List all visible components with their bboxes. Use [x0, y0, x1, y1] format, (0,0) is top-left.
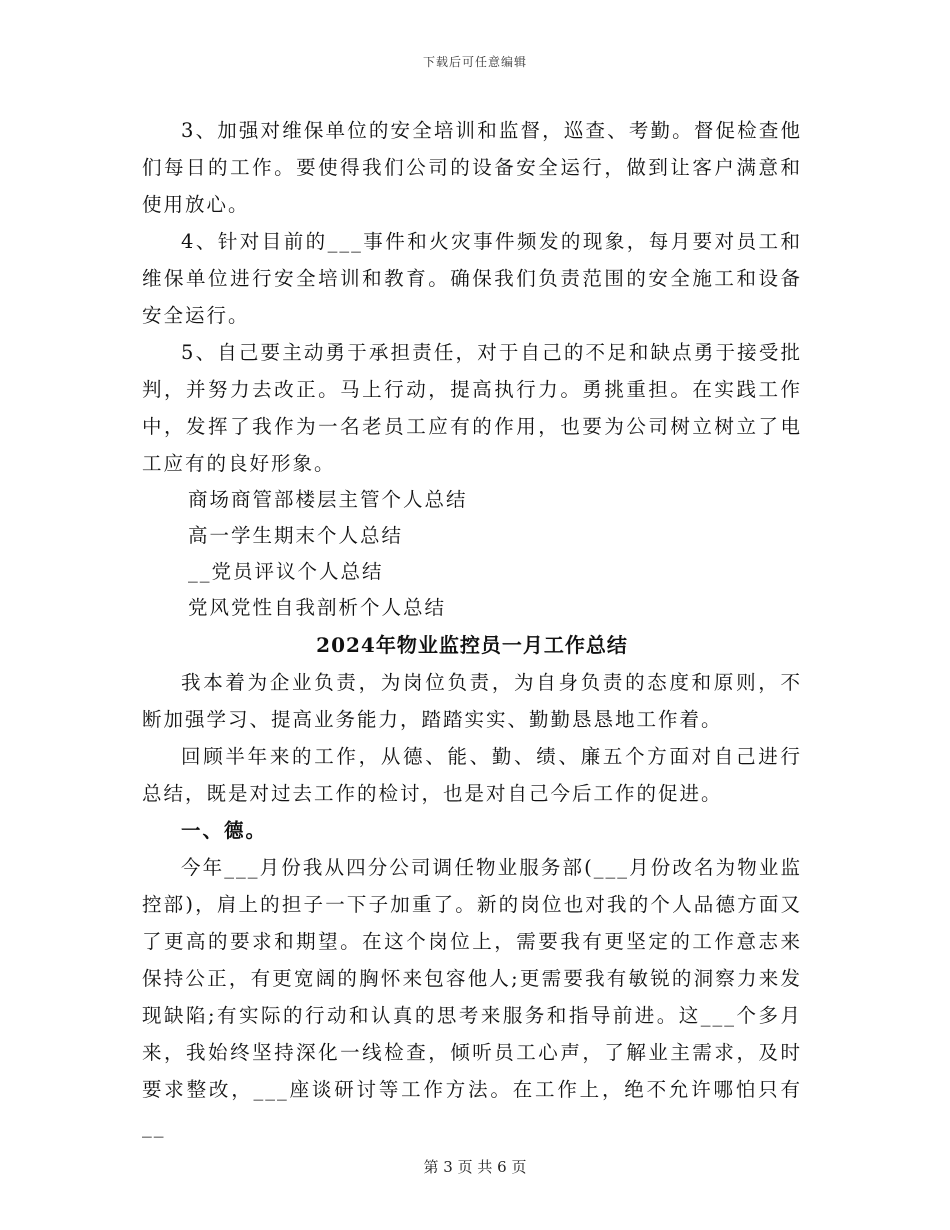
related-link[interactable]: __党员评议个人总结 — [188, 560, 384, 583]
paragraph-item-3: 3、加强对维保单位的安全培训和监督，巡查、考勤。督促检查他们每日的工作。要使得我们公司的设备安全运行，做到让客户满意和使用放心。 — [142, 119, 802, 216]
article-title: 2024年物业监控员一月工作总结 — [316, 633, 628, 657]
related-link[interactable]: 党风党性自我剖析个人总结 — [188, 596, 447, 619]
section-paragraph: 今年___月份我从四分公司调任物业服务部(___月份改名为物业监控部)，肩上的担子一下子加重了。新的岗位也对我的个人品德方面又了更高的要求和期望。在这个岗位上，需要我有更坚定的工作意志来保持公正，有更宽阔的胸怀来包容他人;更需要我有敏锐的洞察力来发现缺陷;有实际的行动和认真的思考来服务和指导前进。这___个多月来，我始终坚持深化一线检查，倾听员工心声，了解业主需求，及时要求整改，___座谈研讨等工作方法。在工作上，绝不允许哪怕只有__ — [142, 856, 802, 1138]
related-link[interactable]: 高一学生期末个人总结 — [188, 524, 404, 547]
page-header: 下载后可任意编辑 — [422, 55, 527, 69]
document-body — [142, 112, 802, 1145]
related-link[interactable]: 商场商管部楼层主管个人总结 — [188, 488, 468, 511]
paragraph-item-5: 5、自己要主动勇于承担责任，对于自己的不足和缺点勇于接受批判，并努力去改正。马上行动，提高执行力。勇挑重担。在实践工作中，发挥了我作为一名老员工应有的作用，也要为公司树立树立了电工应有的良好形象。 — [142, 341, 802, 475]
section-heading: 一、德。 — [181, 819, 268, 842]
paragraph-item-4: 4、针对目前的___事件和火灾事件频发的现象，每月要对员工和维保单位进行安全培训和教育。确保我们负责范围的安全施工和设备安全运行。 — [142, 230, 802, 327]
intro-paragraph: 我本着为企业负责，为岗位负责，为自身负责的态度和原则，不断加强学习、提高业务能力，踏踏实实、勤勤恳恳地工作着。 — [142, 671, 802, 731]
page-number: 第 3 页 共 6 页 — [423, 1158, 527, 1176]
intro-paragraph: 回顾半年来的工作，从德、能、勤、绩、廉五个方面对自己进行总结，既是对过去工作的检讨，也是对自己今后工作的促进。 — [142, 745, 802, 805]
